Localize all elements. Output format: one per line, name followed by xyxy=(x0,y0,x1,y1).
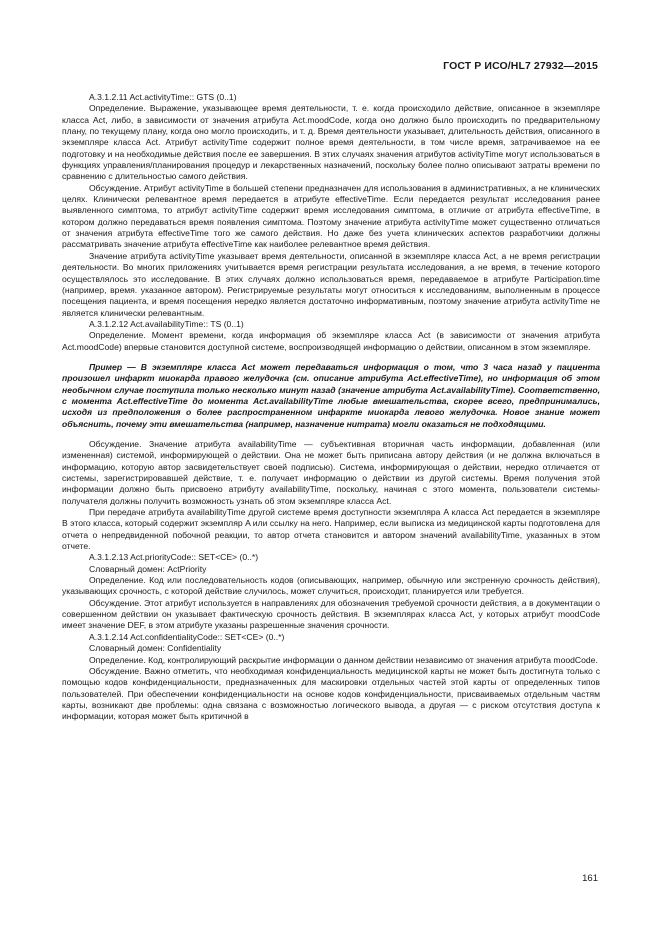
paragraph: Определение. Выражение, указывающее время деятельности, т. е. когда происходило действие, описанное в экземпляре класса Act, либо, в зависимости от значения атрибута Act.moodCode, когда оно должно было происходить по предварительному плану, по текущему плану, когда оно могло происходить, и т. д. Время деятельности указывает, длительность действия, описанного в экземпляре класса Act. Атрибут activityTime содержит полное время деятельности, в том числе время, затрачиваемое на ее подготовку и на необходимые действия после ее завершения. В этих случаях значения атрибутов activityTime могут использоваться в функциях управления/планирования процедур и лекарственных назначений, поскольку более полно описывают затраты времени по сравнению с длительностью самого действия. xyxy=(62,103,600,182)
paragraph: Обсуждение. Значение атрибута availabilityTime — субъективная вторичная часть информации, добавленная (или измененная) системой, информирующей о действии. Она не может быть приписана автору действия (и не должна включаться в информацию, которую автор засвидетельствует своей подписью). Система, информирующая о действии, нередко отличается от системы, зарегистрировавшей действие, т. е. получает информацию о действии из другой системы. Время получения этой информации должно быть присвоено атрибуту availabilityTime, поскольку, начиная с этого момента, пользователи системы-получателя должны получить возможность узнать об этом экземпляре класса Act. xyxy=(62,438,600,506)
paragraph: A.3.1.2.14 Act.confidentialityCode:: SET<CE> (0..*) xyxy=(89,631,285,642)
paragraph: Определение. Код или последовательность кодов (описывающих, например, обычную или экстренную срочность действия), указывающих срочность, с которой действие случилось, может случиться, происходит, планируется или требуется. xyxy=(62,575,600,597)
document-code-header: ГОСТ Р ИСО/HL7 27932—2015 xyxy=(443,60,598,72)
paragraph: Значение атрибута activityTime указывает время деятельности, описанной в экземпляре класса Act, а не время регистрации деятельности. Во многих приложениях учитывается время регистрации результата исследования, а не время, в течение которого осуществлялось это исследование. В этих случаях должно использоваться время, передаваемое в атрибуте Participation.time (например, время. указанное автором). Регистрируемые результаты могут относиться к исследованиям, выполненным в процессе посещения пациента, и время посещения нередко является достаточно информативным, поэтому значение атрибута activityTime не является клинически релевантным. xyxy=(62,250,600,318)
paragraph: A.3.1.2.11 Act.activityTime:: GTS (0..1) xyxy=(89,92,237,102)
example-paragraph: Пример — В экземпляре класса Act может передаваться информация о том, что 3 часа назад у пациента произошел инфаркт миокарда правого желудочка (см. описание атрибута Act.effectiveTime), но информация об этом необычном случае поступила только несколько минут назад (значение атрибута Act.availabilityTime). Соответственно, с момента Act.effectiveTime до момента Act.availabilityTime любые вмешательства, скорее всего, предпринимались, исходя из предположения о более распространенном инфаркте миокарда левого желудочка. Новое знание может объяснить, почему эти вмешательства (например, назначение нитрата) могли оказаться не подходящими. xyxy=(62,361,600,429)
paragraph: Обсуждение. Важно отметить, что необходимая конфиденциальность медицинской карты не может быть достигнута только с помощью кодов конфиденциальности, предназначенных для маскировки отдельных частей этой карты от определенных типов пользователей. При обеспечении конфиденциальности на основе кодов конфиденциальности, присваиваемых отдельным частям карты, возникают две проблемы: одна связана с возможностью логического вывода, а другая — с риском отсутствия доступа к информации, которая может быть критичной в xyxy=(62,665,600,722)
paragraph: A.3.1.2.12 Act.availabilityTime:: TS (0..1) xyxy=(89,318,244,329)
paragraph: Обсуждение. Этот атрибут используется в направлениях для обозначения требуемой срочности действия, а в документации о совершенном действии он указывает фактическую срочность действия. В экземплярах класса Act, у которых атрибут moodCode имеет значение DEF, в этом атрибуте указаны разрешенные значения срочности. xyxy=(62,597,600,631)
paragraph: Словарный домен: ActPriority xyxy=(89,563,207,574)
paragraph: Обсуждение. Атрибут activityTime в большей степени предназначен для использования в административных, а не клинических целях. Клинически релевантное время передается в атрибуте effectiveTime. Если передается результат исследования ранее выявленного симптома, то атрибут activityTime содержит время исследования симптома, в отличие от атрибута effectiveTime, в котором должно передаваться время появления симптома. Поэтому значение атрибута activityTime может существенно отличаться от значения атрибута effectiveTime того же самого действия. Но даже без учета клинических аспектов разработчики должны рассматривать значение атрибута effectiveTime как наиболее релевантное время действия. xyxy=(62,182,600,250)
paragraph: При передаче атрибута availabilityTime другой системе время доступности экземпляра A класса Act передается в экземпляре B этого класса, который содержит экземпляр A или ссылку на него. Например, если выписка из медицинской карты подготовлена для отчета о непредвиденной побочной реакции, то автор отчета становится и автором значений availabilityTime, указанных в этом отчете. xyxy=(62,507,600,552)
paragraph: Определение. Код, контролирующий раскрытие информации о данном действии независимо от значения атрибута moodCode. xyxy=(89,654,598,665)
paragraph: A.3.1.2.13 Act.priorityCode:: SET<CE> (0..*) xyxy=(89,552,259,563)
paragraph: Определение. Момент времени, когда информация об экземпляре класса Act (в зависимости от значения атрибута Act.moodCode) впервые становится доступной системе, воспроизводящей информацию о действии, описанном в этом экземпляре. xyxy=(62,330,600,352)
body-text xyxy=(62,92,600,723)
paragraph: Словарный домен: Confidentiality xyxy=(89,643,222,654)
page-number: 161 xyxy=(582,873,598,884)
